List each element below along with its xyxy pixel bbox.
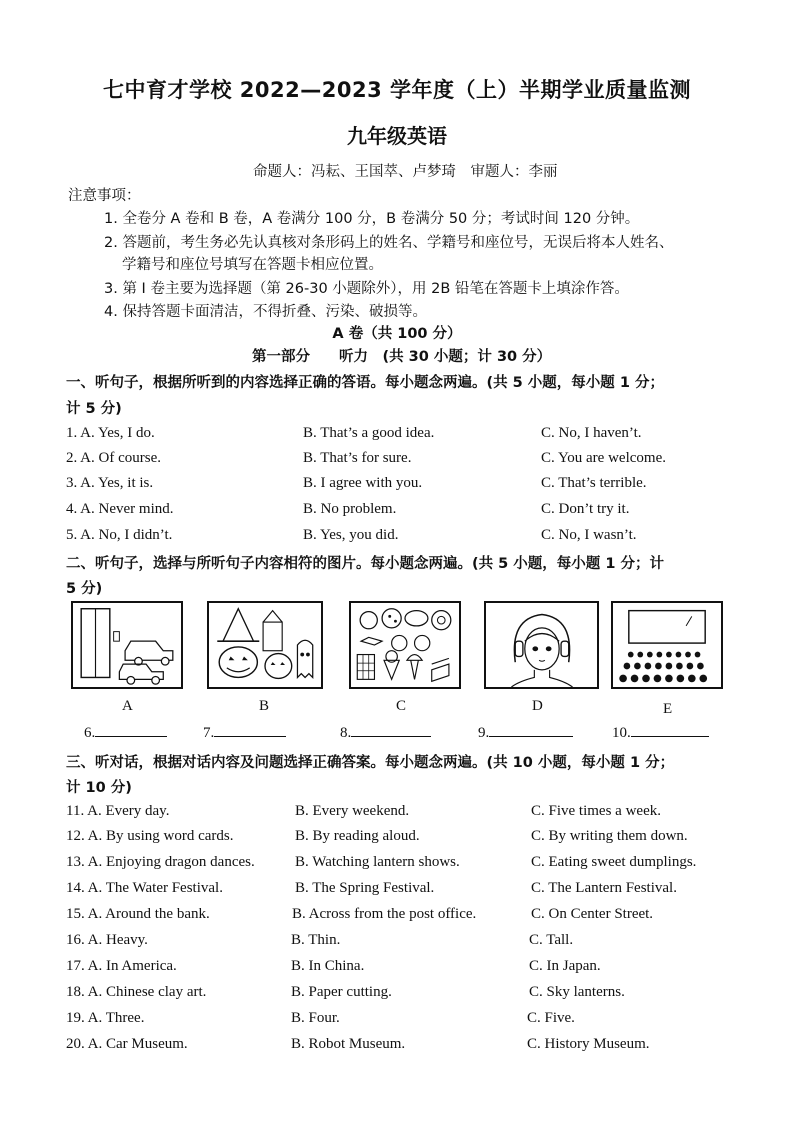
option-a: 15. A. Around the bank. <box>66 906 210 922</box>
option-b: B. Paper cutting. <box>291 984 392 1000</box>
picture-a <box>71 601 183 689</box>
option-c: C. You are welcome. <box>541 450 666 466</box>
option-b: B. That’s for sure. <box>303 450 412 466</box>
picture-c <box>349 601 461 689</box>
option-b: B. The Spring Festival. <box>295 880 435 896</box>
elevator-traffic-icon <box>73 603 181 687</box>
option-a: 4. A. Never mind. <box>66 501 174 517</box>
notice-heading: 注意事项： <box>68 188 141 204</box>
blank-line[interactable] <box>631 722 709 737</box>
picture-label: E <box>663 701 673 717</box>
exam-authors: 命题人：冯耘、王国萃、卢梦琦 审题人：李丽 <box>253 164 558 180</box>
option-c: C. History Museum. <box>527 1036 650 1052</box>
option-b: B. That’s a good idea. <box>303 425 435 441</box>
blank-line[interactable] <box>489 722 573 737</box>
option-b: B. In China. <box>291 958 365 974</box>
cinema-audience-icon <box>613 603 721 687</box>
exam-subtitle: 九年级英语 <box>347 124 447 148</box>
notice-item: 1. 全卷分 A 卷和 B 卷，A 卷满分 100 分，B 卷满分 50 分；考试时间 120 分钟。 <box>104 211 640 227</box>
exam-title: 七中育才学校 2022—2023 学年度（上）半期学业质量监测 <box>102 78 691 102</box>
option-b: B. Every weekend. <box>295 803 410 819</box>
option-c: C. Sky lanterns. <box>529 984 625 1000</box>
answer-blank-6[interactable] <box>84 722 167 742</box>
option-a: 16. A. Heavy. <box>66 932 148 948</box>
section-two-heading: 二、听句子，选择与所听句子内容相符的图片。每小题念两遍。(共 5 小题，每小题 1 分；计 <box>66 556 664 572</box>
picture-b <box>207 601 323 689</box>
picture-label: B <box>259 698 270 714</box>
option-b: B. Robot Museum. <box>291 1036 406 1052</box>
option-a: 1. A. Yes, I do. <box>66 425 155 441</box>
option-a: 5. A. No, I didn’t. <box>66 527 173 543</box>
blank-number: 7. <box>203 725 215 741</box>
blank-line[interactable] <box>214 722 286 737</box>
option-a: 2. A. Of course. <box>66 450 161 466</box>
answer-blank-9[interactable] <box>478 722 573 742</box>
option-c: C. No, I haven’t. <box>541 425 642 441</box>
desserts-food-icon <box>351 603 459 687</box>
option-a: 12. A. By using word cards. <box>66 828 234 844</box>
option-a: 18. A. Chinese clay art. <box>66 984 207 1000</box>
option-b: B. Four. <box>291 1010 340 1026</box>
notice-item: 3. 第 I 卷主要为选择题（第 26-30 小题除外），用 2B 铅笔在答题卡上填涂作答。 <box>104 281 629 297</box>
notice-item: 2. 答题前，考生务必先认真核对条形码上的姓名、学籍号和座位号，无误后将本人姓名、 <box>104 235 674 251</box>
picture-label: A <box>122 698 133 714</box>
picture-label: C <box>396 698 407 714</box>
option-c: C. In Japan. <box>529 958 601 974</box>
section-three-heading-cont: 计 10 分) <box>66 780 132 796</box>
option-a: 17. A. In America. <box>66 958 177 974</box>
blank-number: 6. <box>84 725 96 741</box>
part-a-heading: A 卷（共 100 分） <box>332 326 462 342</box>
picture-label: D <box>532 698 543 714</box>
option-c: C. On Center Street. <box>531 906 654 922</box>
option-b: B. Watching lantern shows. <box>295 854 460 870</box>
notice-item: 学籍号和座位号填写在答题卡相应位置。 <box>122 257 383 273</box>
option-a: 14. A. The Water Festival. <box>66 880 223 896</box>
option-b: B. Thin. <box>291 932 341 948</box>
option-b: B. Across from the post office. <box>292 906 477 922</box>
picture-e <box>611 601 723 689</box>
blank-line[interactable] <box>95 722 167 737</box>
option-c: C. That’s terrible. <box>541 475 647 491</box>
blank-number: 10. <box>612 725 631 741</box>
section-three-heading: 三、听对话，根据对话内容及问题选择正确答案。每小题念两遍。(共 10 小题，每小题 1 分； <box>66 755 675 771</box>
option-a: 20. A. Car Museum. <box>66 1036 188 1052</box>
option-c: C. No, I wasn’t. <box>541 527 637 543</box>
option-c: C. The Lantern Festival. <box>531 880 677 896</box>
option-a: 13. A. Enjoying dragon dances. <box>66 854 255 870</box>
option-c: C. Eating sweet dumplings. <box>531 854 697 870</box>
option-a: 3. A. Yes, it is. <box>66 475 154 491</box>
answer-blank-8[interactable] <box>340 722 431 742</box>
option-c: C. Five times a week. <box>531 803 661 819</box>
blank-number: 9. <box>478 725 490 741</box>
girl-headphones-icon <box>486 603 597 687</box>
blank-number: 8. <box>340 725 352 741</box>
option-b: B. I agree with you. <box>303 475 423 491</box>
option-c: C. Don’t try it. <box>541 501 630 517</box>
answer-blank-7[interactable] <box>203 722 286 742</box>
option-b: B. Yes, you did. <box>303 527 399 543</box>
section-one-heading: 一、听句子，根据所听到的内容选择正确的答语。每小题念两遍。(共 5 小题，每小题 1 分； <box>66 375 664 391</box>
option-c: C. Five. <box>527 1010 575 1026</box>
part-one-heading: 第一部分 听力 (共 30 小题；计 30 分） <box>252 349 552 365</box>
halloween-pumpkins-icon <box>209 603 321 687</box>
notice-item: 4. 保持答题卡面清洁，不得折叠、污染、破损等。 <box>104 304 427 320</box>
option-a: 11. A. Every day. <box>66 803 170 819</box>
picture-d <box>484 601 599 689</box>
option-b: B. By reading aloud. <box>295 828 420 844</box>
answer-blank-10[interactable] <box>612 722 709 742</box>
option-a: 19. A. Three. <box>66 1010 145 1026</box>
option-c: C. Tall. <box>529 932 574 948</box>
option-b: B. No problem. <box>303 501 397 517</box>
option-c: C. By writing them down. <box>531 828 688 844</box>
section-two-heading-cont: 5 分) <box>66 581 103 597</box>
section-one-heading-cont: 计 5 分) <box>66 401 122 417</box>
blank-line[interactable] <box>351 722 431 737</box>
